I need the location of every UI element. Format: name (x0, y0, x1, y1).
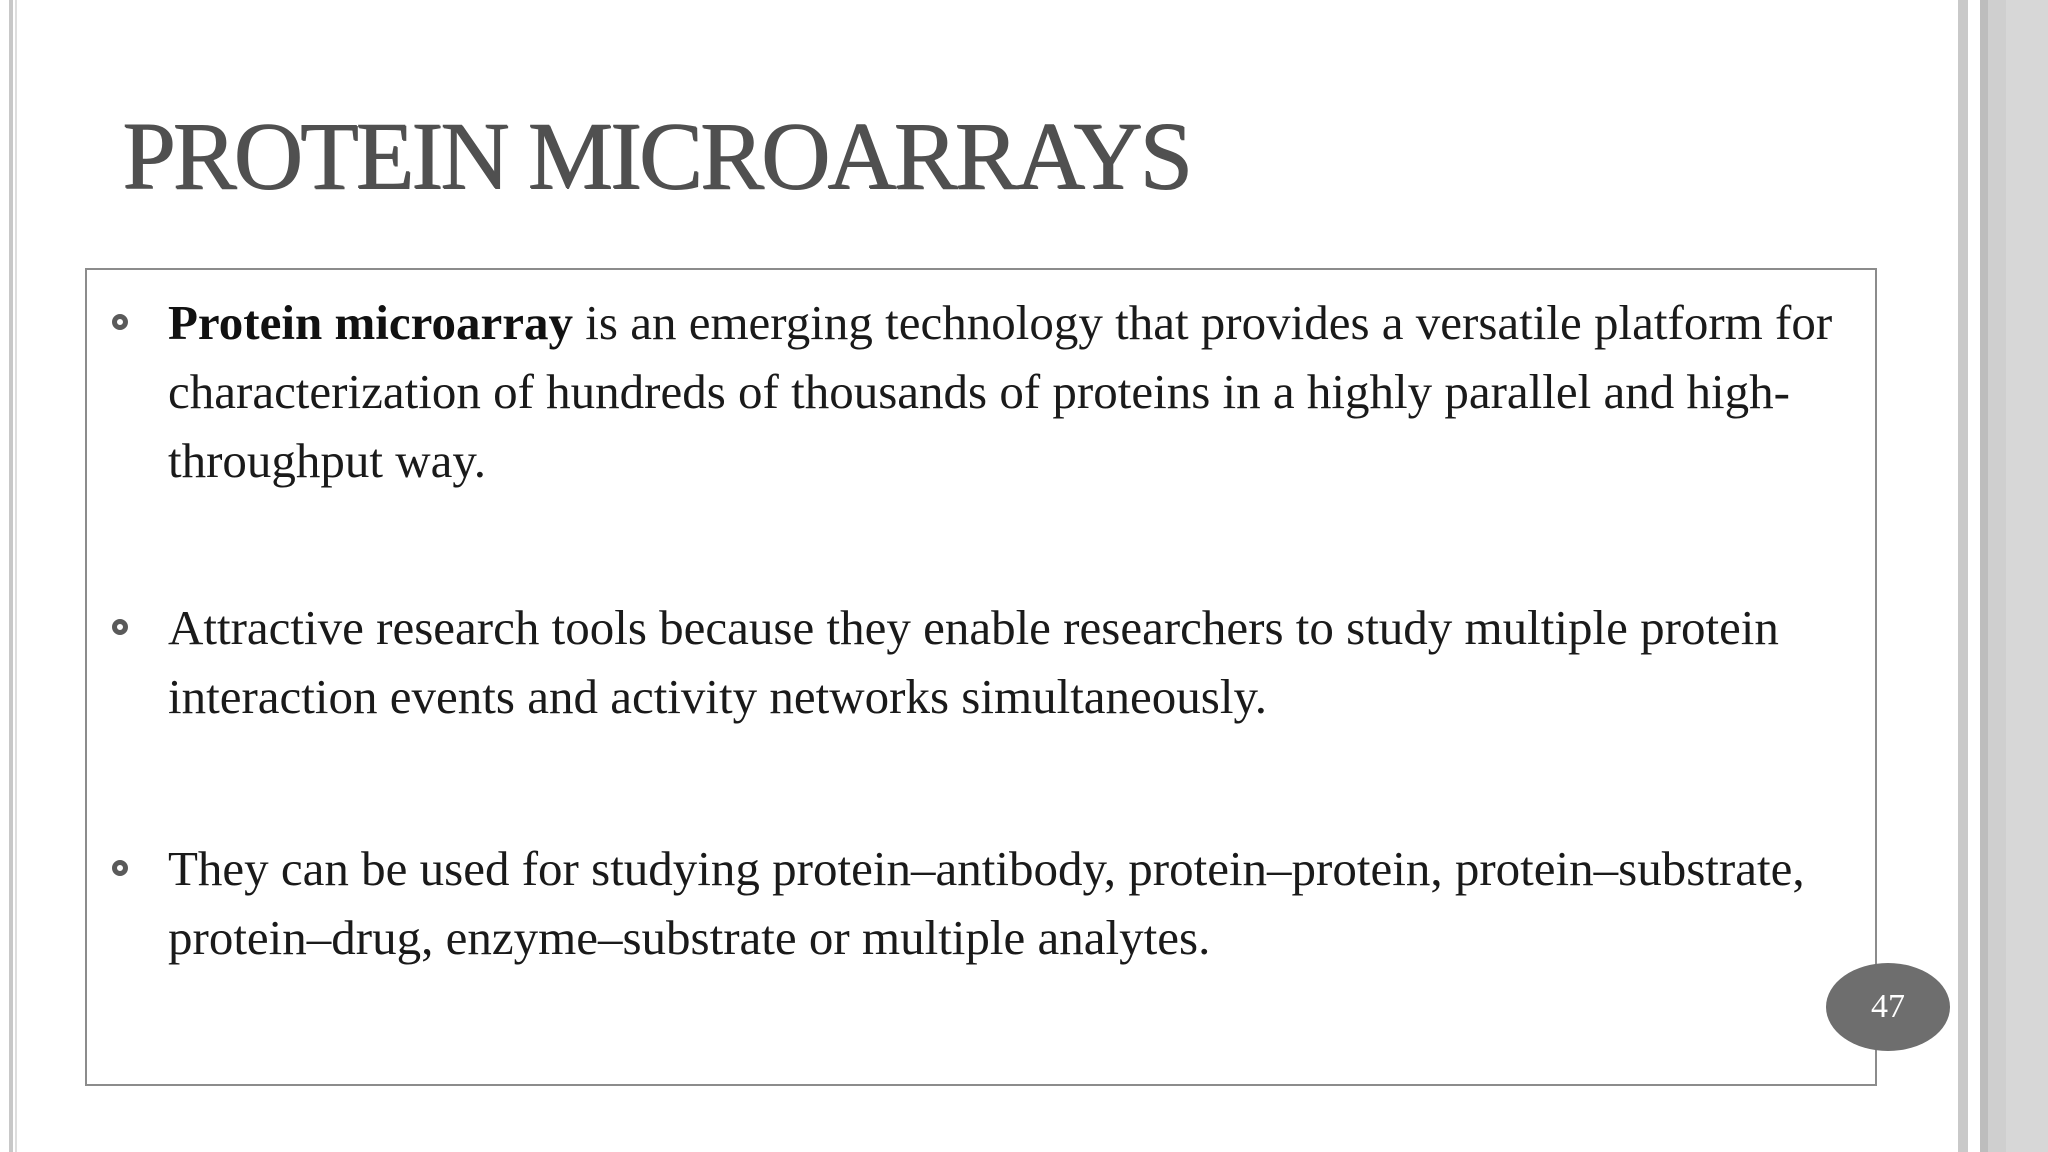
bullet-text: They can be used for studying protein–antibody, protein–protein, protein–substrate, protein–drug, enzyme–substrate or multiple analytes. (168, 841, 1805, 965)
bullet-body: is an emerging technology that provides a versatile platform for characterization of hundreds of thousands of proteins in a highly parallel and high-throughput way. (168, 295, 1833, 488)
slide-title: PROTEIN MICROARRAYS (122, 102, 1190, 209)
right-decor-stripe (1968, 0, 1980, 1152)
right-decor-stripe (1980, 0, 1988, 1152)
page-number-badge: 47 (1826, 963, 1950, 1051)
content-box (85, 268, 1877, 1086)
bullet-text (168, 288, 1848, 495)
right-decor-stripe (2006, 0, 2048, 1152)
right-decor-stripe (1988, 0, 2006, 1152)
hollow-circle-bullet-icon (112, 860, 128, 876)
bullet-text: Attractive research tools because they enable researchers to study multiple protein interaction events and activity networks simultaneously. (168, 600, 1779, 724)
left-border-line (9, 0, 13, 1152)
bullet-bold-lead: Protein microarray (168, 295, 574, 350)
hollow-circle-bullet-icon (112, 619, 128, 635)
hollow-circle-bullet-icon (112, 314, 128, 330)
left-border-line-inner (15, 0, 17, 1152)
right-decor-stripe (1958, 0, 1968, 1152)
